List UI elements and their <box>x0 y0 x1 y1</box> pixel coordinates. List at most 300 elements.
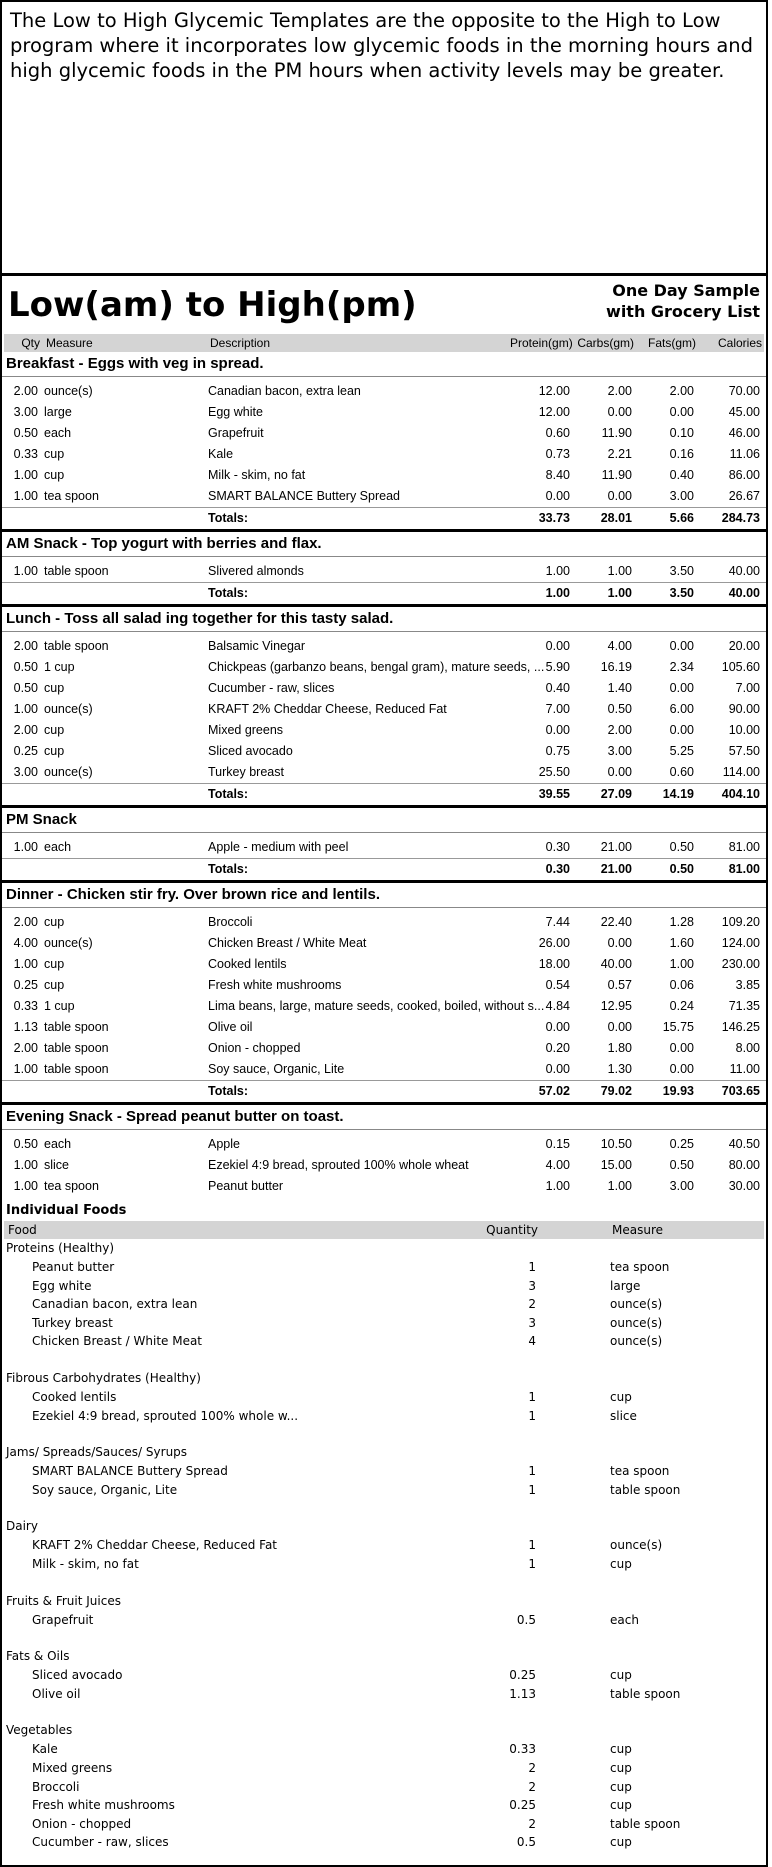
food-description: Mixed greens <box>208 723 284 737</box>
food-row <box>2 636 766 657</box>
page-subtitle <box>606 280 760 322</box>
totals-fats: 19.93 <box>662 1084 694 1098</box>
food-fats: 6.00 <box>669 702 694 716</box>
food-protein: 0.54 <box>545 978 570 992</box>
grocery-row <box>2 1277 766 1296</box>
meal-section <box>2 352 766 529</box>
totals-fats: 14.19 <box>662 787 694 801</box>
food-fats: 2.34 <box>669 660 694 674</box>
grocery-quantity: 0.25 <box>509 1668 536 1683</box>
grocery-food: Olive oil <box>32 1686 81 1701</box>
totals-spacer <box>2 508 44 529</box>
grocery-row <box>2 1666 766 1685</box>
food-calories: 11.00 <box>729 1062 760 1076</box>
col-measure: Measure <box>46 336 93 350</box>
grocery-measure: cup <box>610 1742 632 1757</box>
food-calories: 81.00 <box>728 840 760 854</box>
food-qty: 3.00 <box>13 405 38 419</box>
grocery-food: Soy sauce, Organic, Lite <box>32 1482 178 1497</box>
grocery-food: KRAFT 2% Cheddar Cheese, Reduced Fat <box>32 1538 278 1553</box>
grocery-row <box>2 1833 766 1852</box>
grocery-list <box>2 1197 766 1852</box>
totals-fats: 5.66 <box>669 511 694 525</box>
grocery-category: Jams/ Spreads/Sauces/ Syrups <box>6 1445 188 1460</box>
grocery-row <box>2 1685 766 1704</box>
category-gap <box>2 1629 766 1647</box>
grocery-quantity: 1.13 <box>509 1686 536 1701</box>
food-measure: tea spoon <box>44 1179 99 1193</box>
grocery-quantity: 2 <box>528 1297 536 1312</box>
food-calories: 105.60 <box>721 660 760 674</box>
food-description: Peanut butter <box>208 1179 284 1193</box>
grocery-quantity: 3 <box>528 1278 536 1293</box>
grocery-measure: ounce(s) <box>610 1538 663 1553</box>
food-calories: 109.20 <box>721 915 760 929</box>
food-calories: 71.35 <box>728 999 760 1013</box>
food-description: Chickpeas (garbanzo beans, bengal gram), mature seeds, ... <box>208 660 545 674</box>
food-row <box>2 678 766 699</box>
food-calories: 230.00 <box>721 957 760 971</box>
totals-spacer <box>44 583 208 604</box>
grocery-quantity: 0.25 <box>509 1798 536 1813</box>
food-protein: 4.00 <box>545 1158 570 1172</box>
col-fats: Fats(gm) <box>648 336 696 350</box>
food-protein: 0.00 <box>545 723 570 737</box>
grocery-quantity: 4 <box>528 1334 536 1349</box>
food-measure: cup <box>44 744 65 758</box>
food-fats: 0.60 <box>669 765 694 779</box>
grocery-measure: cup <box>610 1556 632 1571</box>
grocery-measure: table spoon <box>610 1482 681 1497</box>
grocery-row <box>2 1295 766 1314</box>
food-calories: 3.85 <box>735 978 760 992</box>
meal-section <box>2 880 766 1102</box>
grocery-measure: large <box>610 1278 641 1293</box>
totals-carbs: 27.09 <box>600 787 632 801</box>
totals-protein: 1.00 <box>545 586 570 600</box>
grocery-row <box>2 1332 766 1351</box>
food-carbs: 1.80 <box>607 1041 632 1055</box>
food-protein: 12.00 <box>538 405 570 419</box>
food-carbs: 0.57 <box>607 978 632 992</box>
food-carbs: 11.90 <box>601 468 632 482</box>
food-measure: ounce(s) <box>44 384 93 398</box>
food-measure: 1 cup <box>44 999 75 1013</box>
grocery-measure: ounce(s) <box>610 1297 663 1312</box>
food-protein: 0.00 <box>545 1062 570 1076</box>
food-carbs: 1.00 <box>607 1179 632 1193</box>
category-gap <box>2 1703 766 1721</box>
food-row <box>2 381 766 402</box>
grocery-quantity: 0.5 <box>516 1835 536 1850</box>
food-carbs: 15.00 <box>600 1158 632 1172</box>
meal-title: Breakfast - Eggs with veg in spread. <box>2 352 766 377</box>
food-qty: 4.00 <box>13 936 38 950</box>
category-gap <box>2 1499 766 1517</box>
grocery-quantity: 1 <box>528 1538 536 1553</box>
grocery-quantity: 2 <box>528 1779 536 1794</box>
grocery-category: Vegetables <box>6 1723 73 1738</box>
totals-carbs: 28.01 <box>600 511 632 525</box>
food-description: Milk - skim, no fat <box>208 468 306 482</box>
grocery-row <box>2 1481 766 1500</box>
food-qty: 2.00 <box>13 723 38 737</box>
grocery-measure: slice <box>610 1408 637 1423</box>
food-description: Apple <box>208 1137 240 1151</box>
meal-section <box>2 604 766 805</box>
meal-section <box>2 805 766 880</box>
totals-spacer <box>2 784 44 805</box>
food-measure: table spoon <box>44 1020 109 1034</box>
grocery-measure: cup <box>610 1389 632 1404</box>
food-description: Ezekiel 4:9 bread, sprouted 100% whole wheat <box>208 1158 469 1172</box>
totals-row <box>2 858 766 880</box>
category-gap <box>2 1574 766 1592</box>
grocery-measure: tea spoon <box>610 1260 670 1274</box>
col-protein: Protein(gm) <box>510 336 573 350</box>
grocery-title: Individual Foods <box>6 1203 127 1218</box>
food-fats: 3.00 <box>669 1179 694 1193</box>
totals-protein: 33.73 <box>538 511 570 525</box>
food-description: Apple - medium with peel <box>208 840 349 854</box>
food-fats: 2.00 <box>669 384 694 398</box>
grocery-row <box>2 1555 766 1574</box>
grocery-food: Cooked lentils <box>32 1389 117 1404</box>
grocery-quantity: 0.5 <box>516 1612 536 1627</box>
food-measure: cup <box>44 915 65 929</box>
food-measure: table spoon <box>44 1062 109 1076</box>
meal-title: Dinner - Chicken stir fry. Over brown rice and lentils. <box>2 883 766 908</box>
grocery-quantity: 1 <box>528 1260 536 1274</box>
food-calories: 7.00 <box>735 681 760 695</box>
food-fats: 0.40 <box>669 468 694 482</box>
grocery-measure: cup <box>610 1668 632 1683</box>
food-calories: 90.00 <box>728 702 760 716</box>
food-row <box>2 1038 766 1059</box>
totals-spacer <box>44 859 208 880</box>
grocery-food: Egg white <box>32 1278 92 1293</box>
meal-title: Lunch - Toss all salad ing together for this tasty salad. <box>2 607 766 632</box>
food-protein: 7.44 <box>545 915 570 929</box>
page-header <box>2 276 766 334</box>
food-calories: 26.67 <box>728 489 760 503</box>
food-fats: 3.50 <box>669 564 694 578</box>
grocery-row <box>2 1314 766 1333</box>
food-carbs: 1.40 <box>607 681 632 695</box>
food-measure: cup <box>44 468 65 482</box>
grocery-food: Ezekiel 4:9 bread, sprouted 100% whole w... <box>32 1408 299 1423</box>
subtitle-line-2: with Grocery List <box>606 302 760 321</box>
food-row <box>2 837 766 858</box>
food-description: Cucumber - raw, slices <box>208 681 335 695</box>
totals-fats: 0.50 <box>669 862 694 876</box>
food-qty: 1.00 <box>13 489 38 503</box>
page-title: Low(am) to High(pm) <box>8 285 417 325</box>
food-row <box>2 561 766 582</box>
category-gap <box>2 1351 766 1369</box>
food-protein: 26.00 <box>538 936 570 950</box>
totals-spacer <box>2 583 44 604</box>
food-fats: 0.00 <box>669 639 694 653</box>
food-row <box>2 465 766 486</box>
food-measure: cup <box>44 957 65 971</box>
food-qty: 0.33 <box>13 999 38 1013</box>
food-calories: 20.00 <box>728 639 760 653</box>
grocery-quantity: 1 <box>528 1389 536 1404</box>
food-row <box>2 741 766 762</box>
food-description: Balsamic Vinegar <box>208 639 306 653</box>
food-carbs: 1.00 <box>607 564 632 578</box>
food-row <box>2 996 766 1017</box>
grocery-col-measure: Measure <box>612 1223 663 1237</box>
grocery-quantity: 2 <box>528 1816 536 1831</box>
grocery-row <box>2 1740 766 1759</box>
totals-row <box>2 507 766 529</box>
food-measure: slice <box>44 1158 70 1172</box>
food-carbs: 1.30 <box>607 1062 632 1076</box>
food-qty: 2.00 <box>13 639 38 653</box>
food-measure: ounce(s) <box>44 702 93 716</box>
food-fats: 0.00 <box>669 681 694 695</box>
food-qty: 0.33 <box>13 447 38 461</box>
grocery-row <box>2 1759 766 1778</box>
meal-list <box>2 352 766 1197</box>
totals-carbs: 21.00 <box>600 862 632 876</box>
grocery-table-header <box>4 1221 764 1239</box>
food-row <box>2 975 766 996</box>
food-row <box>2 762 766 783</box>
food-row <box>2 933 766 954</box>
totals-row <box>2 1080 766 1102</box>
grocery-measure: table spoon <box>610 1816 681 1831</box>
food-description: Kale <box>208 447 234 461</box>
food-calories: 30.00 <box>728 1179 760 1193</box>
food-calories: 46.00 <box>728 426 760 440</box>
food-carbs: 0.50 <box>607 702 632 716</box>
grocery-category: Fibrous Carbohydrates (Healthy) <box>6 1370 201 1385</box>
grocery-row <box>2 1778 766 1797</box>
food-carbs: 0.00 <box>607 489 632 503</box>
food-calories: 124.00 <box>721 936 760 950</box>
grocery-col-food: Food <box>8 1223 37 1237</box>
grocery-quantity: 1 <box>528 1464 536 1479</box>
grocery-quantity: 2 <box>528 1760 536 1775</box>
food-fats: 5.25 <box>669 744 694 758</box>
food-calories: 11.06 <box>729 447 760 461</box>
food-fats: 0.16 <box>669 447 694 461</box>
food-description: KRAFT 2% Cheddar Cheese, Reduced Fat <box>208 702 447 716</box>
grocery-measure: tea spoon <box>610 1464 670 1479</box>
food-description: SMART BALANCE Buttery Spread <box>208 489 400 503</box>
food-protein: 25.50 <box>538 765 570 779</box>
grocery-category: Fruits & Fruit Juices <box>6 1593 121 1608</box>
food-qty: 0.50 <box>13 426 38 440</box>
food-measure: large <box>44 405 72 419</box>
food-description: Grapefruit <box>208 426 264 440</box>
totals-label: Totals: <box>208 511 249 525</box>
food-carbs: 2.21 <box>607 447 632 461</box>
food-calories: 114.00 <box>722 765 760 779</box>
food-qty: 1.00 <box>13 702 38 716</box>
food-qty: 1.00 <box>13 564 38 578</box>
totals-calories: 81.00 <box>728 862 760 876</box>
food-measure: table spoon <box>44 639 109 653</box>
grocery-col-quantity: Quantity <box>486 1223 538 1237</box>
food-carbs: 0.00 <box>607 1020 632 1034</box>
meal-section <box>2 1102 766 1197</box>
food-measure: cup <box>44 723 65 737</box>
food-calories: 40.50 <box>728 1137 760 1151</box>
food-qty: 1.00 <box>13 468 38 482</box>
food-qty: 1.00 <box>13 957 38 971</box>
food-fats: 3.00 <box>669 489 694 503</box>
grocery-measure: cup <box>610 1835 632 1850</box>
food-description: Soy sauce, Organic, Lite <box>208 1062 345 1076</box>
food-measure: ounce(s) <box>44 765 93 779</box>
food-measure: each <box>44 1137 72 1151</box>
grocery-food: Cucumber - raw, slices <box>32 1835 169 1850</box>
totals-spacer <box>2 1081 44 1102</box>
totals-spacer <box>44 1081 208 1102</box>
totals-carbs: 79.02 <box>600 1084 632 1098</box>
grocery-food: Mixed greens <box>32 1760 113 1775</box>
food-measure: cup <box>44 447 65 461</box>
grocery-category: Dairy <box>6 1519 38 1534</box>
col-calories: Calories <box>717 336 762 350</box>
food-carbs: 3.00 <box>607 744 632 758</box>
food-protein: 0.75 <box>545 744 570 758</box>
food-fats: 0.00 <box>669 1041 694 1055</box>
meal-section <box>2 529 766 604</box>
food-qty: 1.00 <box>13 1179 38 1193</box>
food-row <box>2 1059 766 1080</box>
food-protein: 18.00 <box>538 957 570 971</box>
food-fats: 1.60 <box>669 936 694 950</box>
meal-title: AM Snack - Top yogurt with berries and flax. <box>2 532 766 557</box>
food-qty: 1.00 <box>13 840 38 854</box>
grocery-categories <box>2 1239 766 1852</box>
food-calories: 40.00 <box>728 564 760 578</box>
food-description: Egg white <box>208 405 263 419</box>
food-carbs: 21.00 <box>600 840 632 854</box>
totals-spacer <box>44 784 208 805</box>
totals-row <box>2 783 766 805</box>
food-qty: 2.00 <box>13 915 38 929</box>
food-fats: 0.00 <box>669 723 694 737</box>
food-calories: 8.00 <box>735 1041 760 1055</box>
meal-table-header <box>4 334 764 352</box>
food-carbs: 22.40 <box>600 915 632 929</box>
food-carbs: 11.90 <box>601 426 632 440</box>
totals-spacer <box>2 859 44 880</box>
food-measure: cup <box>44 978 65 992</box>
grocery-food: Peanut butter <box>32 1260 115 1274</box>
food-carbs: 16.19 <box>600 660 632 674</box>
grocery-row <box>2 1258 766 1277</box>
totals-label: Totals: <box>208 787 249 801</box>
food-row <box>2 954 766 975</box>
food-description: Olive oil <box>208 1020 253 1034</box>
grocery-food: Chicken Breast / White Meat <box>32 1334 203 1349</box>
food-carbs: 0.00 <box>607 405 632 419</box>
food-measure: each <box>44 426 72 440</box>
food-row <box>2 423 766 444</box>
grocery-category: Proteins (Healthy) <box>6 1241 114 1255</box>
food-calories: 57.50 <box>728 744 760 758</box>
food-carbs: 2.00 <box>607 384 632 398</box>
col-qty: Qty <box>21 336 40 350</box>
totals-spacer <box>44 508 208 529</box>
subtitle-line-1: One Day Sample <box>612 281 760 300</box>
grocery-food: SMART BALANCE Buttery Spread <box>32 1464 228 1479</box>
grocery-quantity: 1 <box>528 1556 536 1571</box>
grocery-measure: each <box>610 1612 639 1627</box>
food-fats: 15.75 <box>662 1020 694 1034</box>
grocery-food: Fresh white mushrooms <box>32 1798 175 1813</box>
food-protein: 0.40 <box>545 681 570 695</box>
food-description: Cooked lentils <box>208 957 287 971</box>
totals-fats: 3.50 <box>669 586 694 600</box>
food-protein: 0.20 <box>545 1041 570 1055</box>
food-calories: 45.00 <box>728 405 760 419</box>
col-carbs: Carbs(gm) <box>577 336 634 350</box>
grocery-row <box>2 1796 766 1815</box>
food-carbs: 12.95 <box>600 999 632 1013</box>
food-row <box>2 486 766 507</box>
food-protein: 1.00 <box>545 1179 570 1193</box>
food-qty: 0.50 <box>13 1137 38 1151</box>
grocery-food: Sliced avocado <box>32 1668 123 1683</box>
grocery-row <box>2 1536 766 1555</box>
food-qty: 0.50 <box>13 660 38 674</box>
food-measure: ounce(s) <box>44 936 93 950</box>
food-fats: 0.00 <box>669 405 694 419</box>
food-fats: 1.00 <box>669 957 694 971</box>
food-protein: 0.00 <box>545 489 570 503</box>
grocery-measure: cup <box>610 1779 632 1794</box>
food-row <box>2 444 766 465</box>
food-qty: 1.00 <box>13 1158 38 1172</box>
food-protein: 7.00 <box>545 702 570 716</box>
grocery-measure: cup <box>610 1798 632 1813</box>
grocery-quantity: 0.33 <box>509 1742 536 1757</box>
food-protein: 0.60 <box>545 426 570 440</box>
food-protein: 0.30 <box>545 840 570 854</box>
grocery-food: Kale <box>32 1742 58 1757</box>
food-qty: 0.25 <box>13 744 38 758</box>
grocery-measure: ounce(s) <box>610 1315 663 1330</box>
grocery-quantity: 3 <box>528 1315 536 1330</box>
food-calories: 70.00 <box>728 384 760 398</box>
food-fats: 1.28 <box>669 915 694 929</box>
grocery-food: Broccoli <box>32 1779 80 1794</box>
food-fats: 0.06 <box>669 978 694 992</box>
food-row <box>2 699 766 720</box>
grocery-row <box>2 1407 766 1426</box>
food-protein: 12.00 <box>538 384 570 398</box>
grocery-row <box>2 1388 766 1407</box>
food-qty: 1.13 <box>13 1020 38 1034</box>
category-gap <box>2 1425 766 1443</box>
grocery-row <box>2 1815 766 1834</box>
food-row <box>2 720 766 741</box>
food-description: Canadian bacon, extra lean <box>208 384 361 398</box>
food-row <box>2 1134 766 1155</box>
col-description: Description <box>210 336 271 350</box>
grocery-row <box>2 1462 766 1481</box>
food-fats: 0.00 <box>669 1062 694 1076</box>
food-fats: 0.10 <box>669 426 694 440</box>
